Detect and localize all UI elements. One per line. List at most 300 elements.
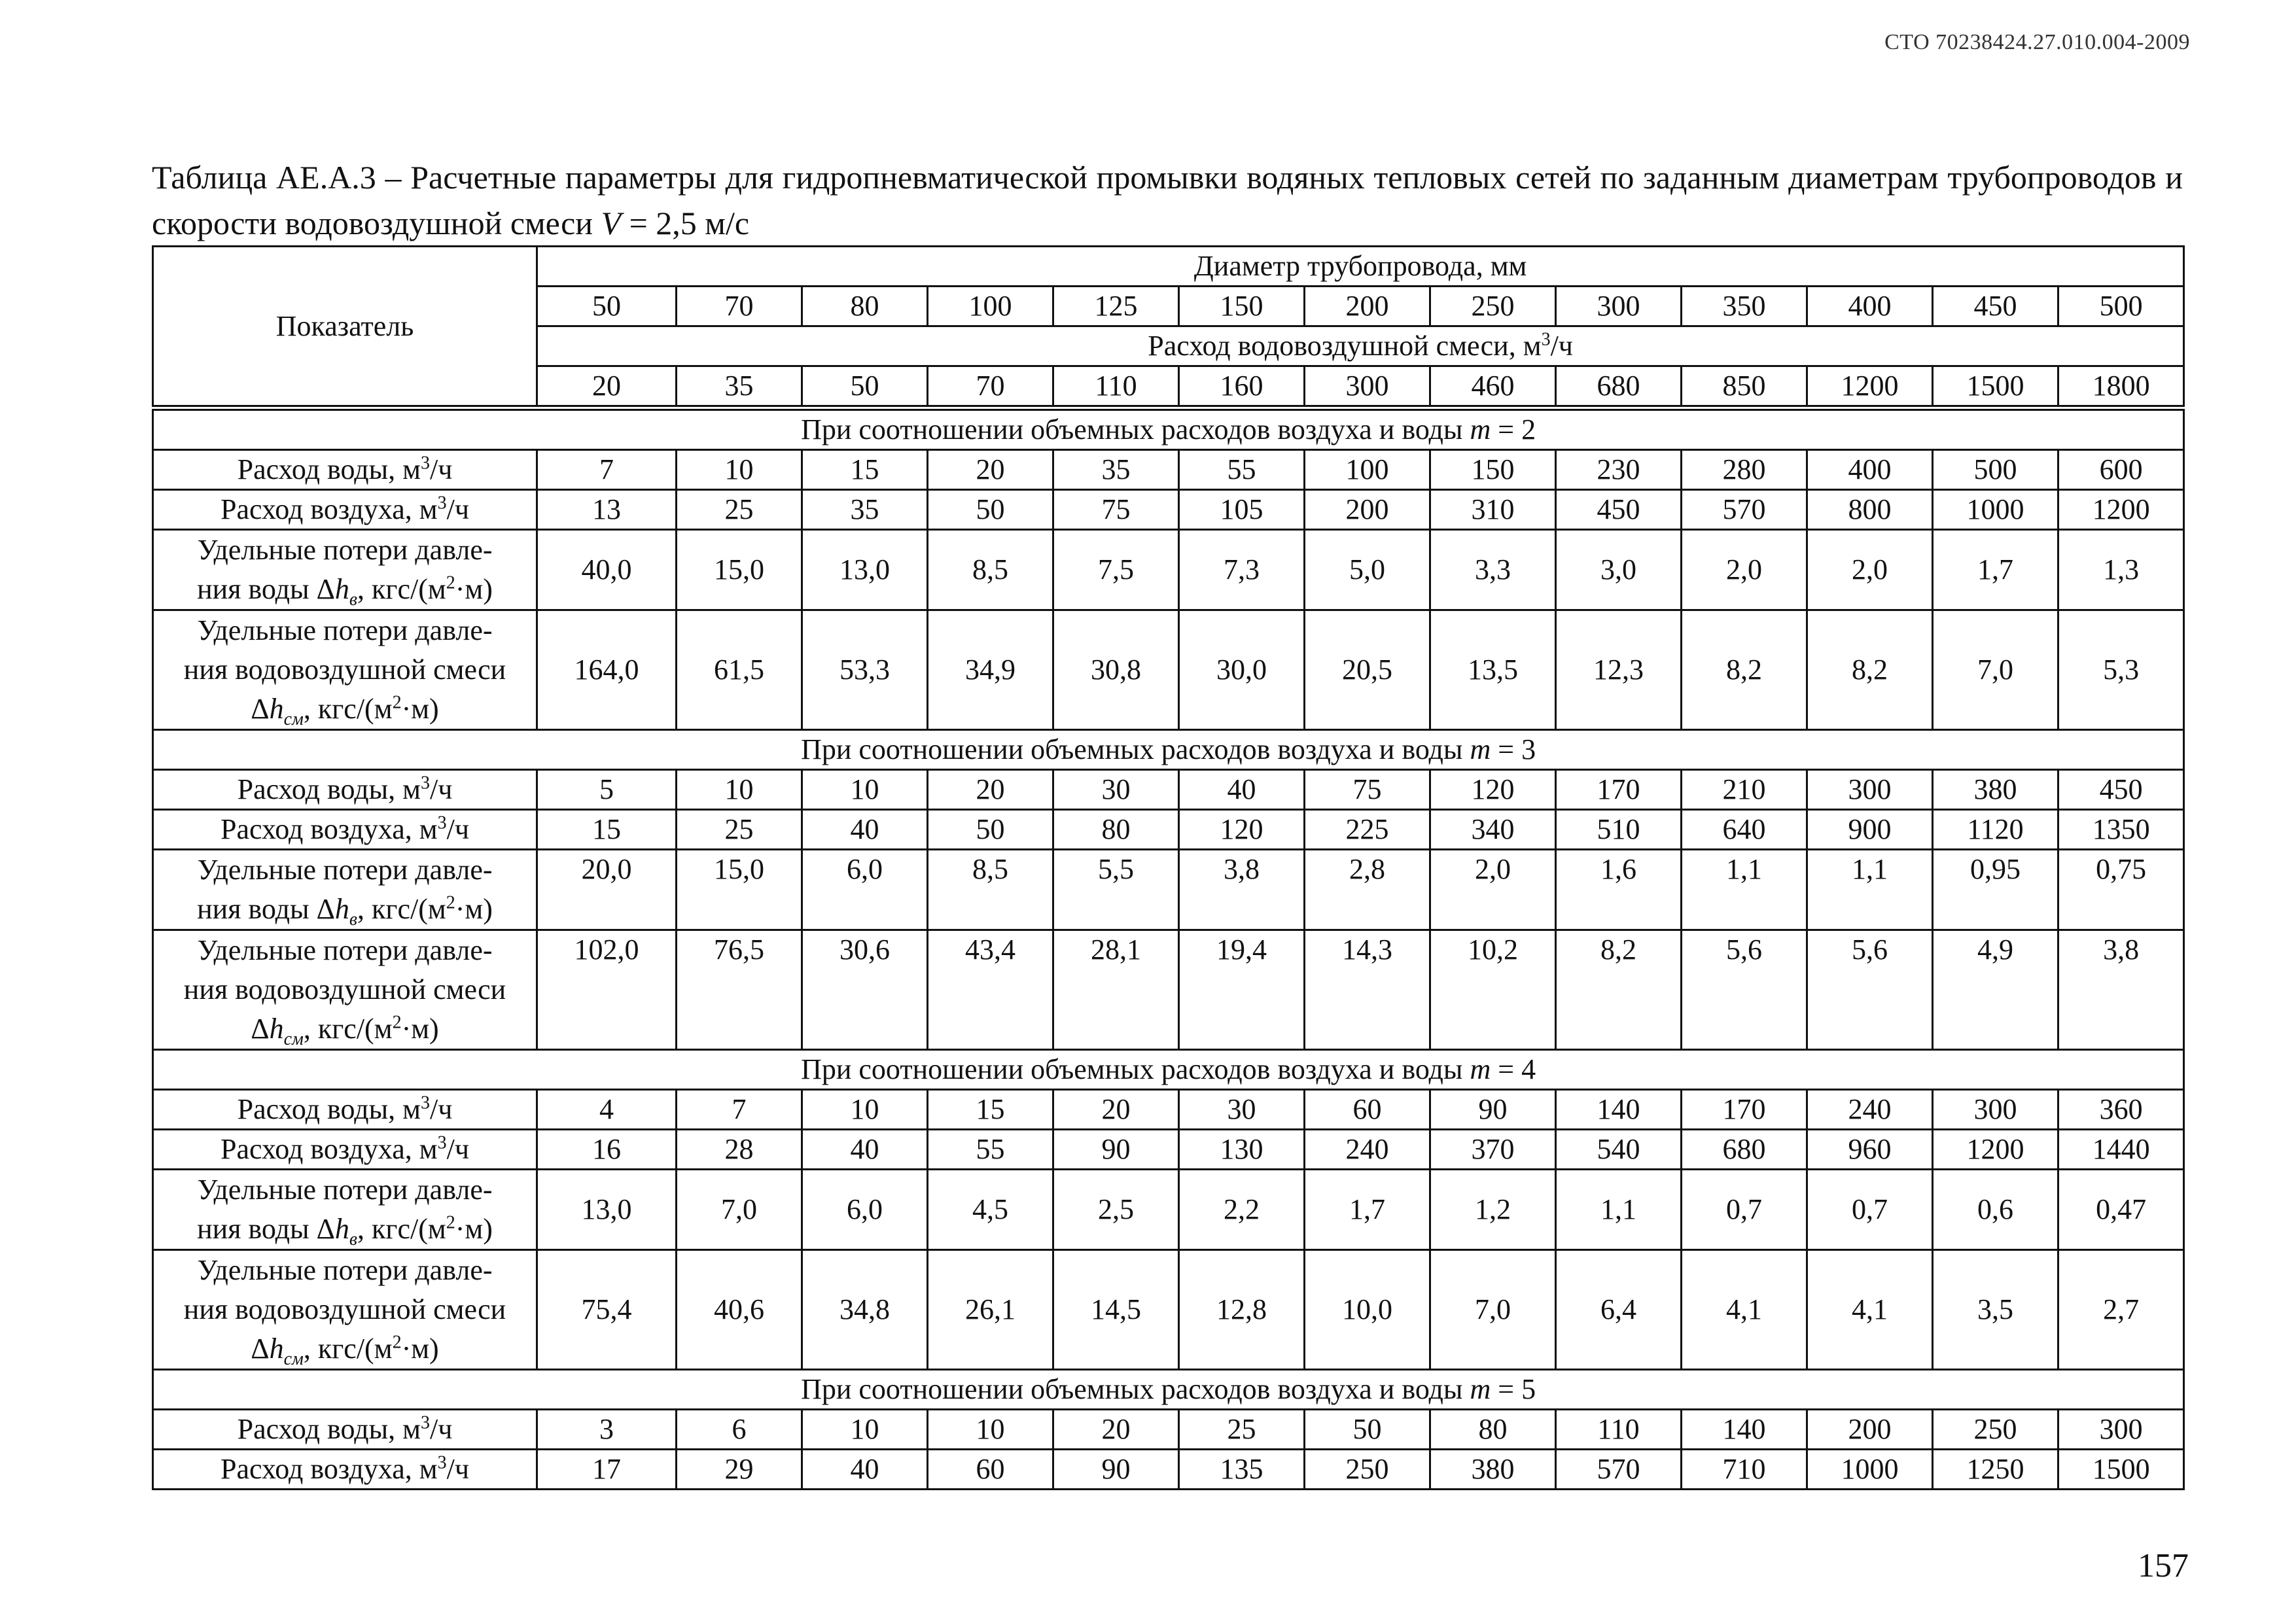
water-flow-cell: 140 — [1682, 1410, 1807, 1450]
water-flow-cell: 10 — [802, 1090, 928, 1130]
air-flow-cell: 50 — [928, 490, 1053, 530]
water-flow-cell: 600 — [2058, 450, 2184, 490]
section-header — [153, 1050, 2184, 1090]
water-pressure-loss-cell: 8,5 — [928, 850, 1053, 930]
water-pressure-loss-cell: 3,3 — [1430, 530, 1556, 610]
water-flow-cell: 15 — [928, 1090, 1053, 1130]
label-text: ния водовоздушной смеси — [183, 654, 506, 686]
water-pressure-loss-cell: 2,2 — [1179, 1170, 1305, 1250]
air-flow-cell: 135 — [1179, 1450, 1305, 1490]
mix-pressure-loss-cell: 53,3 — [802, 610, 928, 730]
diameter-header: Диаметр трубопровода, мм — [537, 247, 2184, 287]
air-flow-cell: 40 — [802, 810, 928, 850]
label-text: Удельные потери давле- — [197, 934, 493, 966]
water-flow-label — [153, 1090, 537, 1130]
label-unit: , кгс/(м — [303, 1333, 393, 1365]
air-flow-cell: 1000 — [1933, 490, 2058, 530]
caption-velocity-symbol: V — [601, 205, 622, 241]
water-flow-row — [153, 1410, 2184, 1450]
air-flow-cell: 40 — [802, 1130, 928, 1170]
mix-pressure-loss-cell: 164,0 — [537, 610, 677, 730]
label-text: Δ — [251, 1333, 270, 1365]
water-pressure-loss-label — [153, 530, 537, 610]
mix-pressure-loss-cell: 34,8 — [802, 1250, 928, 1370]
mix-pressure-loss-cell: 4,1 — [1682, 1250, 1807, 1370]
mix-pressure-loss-cell: 26,1 — [928, 1250, 1053, 1370]
label-unit: , кгс/(м — [357, 893, 446, 925]
mix-pressure-loss-cell: 10,2 — [1430, 930, 1556, 1050]
diameter-cell: 125 — [1053, 287, 1179, 326]
mix-pressure-loss-cell: 7,0 — [1430, 1250, 1556, 1370]
water-flow-cell: 170 — [1556, 770, 1682, 810]
section-header-text: При соотношении объемных расходов воздуха и воды — [801, 733, 1470, 765]
water-flow-row — [153, 450, 2184, 490]
mix-flow-cell: 20 — [537, 366, 677, 408]
water-flow-cell: 300 — [1807, 770, 1933, 810]
mix-flow-cell: 160 — [1179, 366, 1305, 408]
header-row-diameter-title — [153, 247, 2184, 287]
section-header-row — [153, 408, 2184, 450]
water-pressure-loss-cell: 1,1 — [1807, 850, 1933, 930]
unit-sup: 2 — [446, 572, 455, 593]
air-flow-cell: 450 — [1556, 490, 1682, 530]
label-unit: /ч — [430, 453, 453, 485]
document-code: СТО 70238424.27.010.004-2009 — [1884, 30, 2190, 54]
unit-sup: 2 — [392, 692, 402, 713]
mix-pressure-loss-cell: 2,7 — [2058, 1250, 2184, 1370]
unit-sup: 2 — [392, 1012, 402, 1033]
mix-pressure-loss-cell: 19,4 — [1179, 930, 1305, 1050]
water-flow-cell: 4 — [537, 1090, 677, 1130]
label-unit: /ч — [446, 1133, 469, 1165]
label-text: Удельные потери давле- — [197, 1254, 493, 1286]
air-flow-cell: 29 — [677, 1450, 802, 1490]
diameter-cell: 450 — [1933, 287, 2058, 326]
water-pressure-loss-cell: 1,7 — [1305, 1170, 1430, 1250]
mix-pressure-loss-cell: 75,4 — [537, 1250, 677, 1370]
water-pressure-loss-cell: 2,0 — [1430, 850, 1556, 930]
water-pressure-loss-row — [153, 530, 2184, 610]
diameter-cell: 80 — [802, 287, 928, 326]
mix-pressure-loss-cell: 3,8 — [2058, 930, 2184, 1050]
water-flow-label — [153, 450, 537, 490]
water-flow-cell: 140 — [1556, 1090, 1682, 1130]
mix-pressure-loss-cell: 5,6 — [1807, 930, 1933, 1050]
section-ratio-value: = 3 — [1491, 733, 1536, 765]
air-flow-cell: 1250 — [1933, 1450, 2058, 1490]
water-pressure-loss-cell: 0,75 — [2058, 850, 2184, 930]
water-flow-cell: 110 — [1556, 1410, 1682, 1450]
air-flow-cell: 75 — [1053, 490, 1179, 530]
mix-pressure-loss-cell: 20,5 — [1305, 610, 1430, 730]
label-unit: ·м) — [401, 1013, 439, 1045]
air-flow-cell: 130 — [1179, 1130, 1305, 1170]
mix-pressure-loss-cell: 5,6 — [1682, 930, 1807, 1050]
air-flow-cell: 900 — [1807, 810, 1933, 850]
air-flow-cell: 15 — [537, 810, 677, 850]
label-unit: ·м) — [455, 893, 493, 925]
air-flow-cell: 370 — [1430, 1130, 1556, 1170]
water-flow-cell: 5 — [537, 770, 677, 810]
diameter-cell: 300 — [1556, 287, 1682, 326]
water-pressure-loss-cell: 1,2 — [1430, 1170, 1556, 1250]
water-flow-cell: 30 — [1179, 1090, 1305, 1130]
water-flow-cell: 240 — [1807, 1090, 1933, 1130]
water-flow-cell: 20 — [1053, 1410, 1179, 1450]
indicator-header: Показатель — [153, 247, 537, 408]
air-flow-cell: 105 — [1179, 490, 1305, 530]
label-unit: /ч — [430, 773, 453, 805]
air-flow-cell: 200 — [1305, 490, 1430, 530]
air-flow-cell: 680 — [1682, 1130, 1807, 1170]
mix-pressure-loss-cell: 7,0 — [1933, 610, 2058, 730]
mix-flow-header — [537, 326, 2184, 366]
water-pressure-loss-cell: 2,8 — [1305, 850, 1430, 930]
section-ratio-value: = 4 — [1491, 1053, 1536, 1085]
water-flow-label — [153, 1410, 537, 1450]
mix-pressure-loss-cell: 76,5 — [677, 930, 802, 1050]
water-pressure-loss-cell: 0,7 — [1807, 1170, 1933, 1250]
air-flow-label — [153, 1450, 537, 1490]
mix-pressure-loss-cell: 8,2 — [1556, 930, 1682, 1050]
air-flow-cell: 250 — [1305, 1450, 1430, 1490]
air-flow-cell: 120 — [1179, 810, 1305, 850]
label-text: Расход воды, м — [237, 773, 421, 805]
label-text: Δ — [251, 1013, 270, 1045]
unit-sup: 3 — [437, 1452, 447, 1473]
air-flow-cell: 60 — [928, 1450, 1053, 1490]
water-flow-cell: 20 — [1053, 1090, 1179, 1130]
water-pressure-loss-cell: 1,1 — [1556, 1170, 1682, 1250]
label-sub: в — [349, 589, 358, 610]
diameter-cell: 250 — [1430, 287, 1556, 326]
label-text: Удельные потери давле- — [197, 1174, 493, 1206]
water-flow-cell: 10 — [677, 450, 802, 490]
water-flow-cell: 450 — [2058, 770, 2184, 810]
section-ratio-symbol: m — [1470, 1373, 1491, 1405]
mix-pressure-loss-cell: 4,1 — [1807, 1250, 1933, 1370]
water-flow-cell: 40 — [1179, 770, 1305, 810]
label-var: h — [334, 893, 349, 925]
mix-pressure-loss-cell: 30,6 — [802, 930, 928, 1050]
mix-flow-cell: 850 — [1682, 366, 1807, 408]
water-flow-cell: 50 — [1305, 1410, 1430, 1450]
mix-flow-cell: 35 — [677, 366, 802, 408]
air-flow-cell: 1200 — [1933, 1130, 2058, 1170]
water-flow-cell: 55 — [1179, 450, 1305, 490]
section-ratio-symbol: m — [1470, 413, 1491, 445]
air-flow-row — [153, 490, 2184, 530]
label-sub: в — [349, 1229, 358, 1249]
water-pressure-loss-cell: 1,1 — [1682, 850, 1807, 930]
diameter-cell: 50 — [537, 287, 677, 326]
label-unit: ·м) — [401, 693, 439, 725]
section-header — [153, 730, 2184, 770]
water-pressure-loss-cell: 6,0 — [802, 850, 928, 930]
section-header-text: При соотношении объемных расходов воздуха и воды — [801, 1373, 1470, 1405]
water-pressure-loss-cell: 0,7 — [1682, 1170, 1807, 1250]
water-flow-cell: 30 — [1053, 770, 1179, 810]
water-pressure-loss-label — [153, 850, 537, 930]
water-flow-cell: 10 — [677, 770, 802, 810]
diameter-cell: 200 — [1305, 287, 1430, 326]
unit-sup: 3 — [437, 1132, 447, 1153]
section-header — [153, 1370, 2184, 1410]
water-pressure-loss-cell: 2,5 — [1053, 1170, 1179, 1250]
air-flow-cell: 16 — [537, 1130, 677, 1170]
water-pressure-loss-label — [153, 1170, 537, 1250]
air-flow-cell: 510 — [1556, 810, 1682, 850]
table-caption — [152, 154, 2183, 246]
water-flow-cell: 250 — [1933, 1410, 2058, 1450]
air-flow-cell: 1350 — [2058, 810, 2184, 850]
water-pressure-loss-cell: 1,6 — [1556, 850, 1682, 930]
label-text: ния воды Δ — [197, 1213, 335, 1245]
air-flow-cell: 310 — [1430, 490, 1556, 530]
label-text: Расход воды, м — [237, 1413, 421, 1445]
section-ratio-symbol: m — [1470, 1053, 1491, 1085]
label-unit: , кгс/(м — [303, 693, 393, 725]
water-flow-cell: 120 — [1430, 770, 1556, 810]
label-unit: ·м) — [455, 573, 493, 605]
air-flow-cell: 710 — [1682, 1450, 1807, 1490]
label-unit: /ч — [446, 493, 469, 525]
diameter-cell: 70 — [677, 287, 802, 326]
air-flow-label — [153, 810, 537, 850]
mix-pressure-loss-cell: 34,9 — [928, 610, 1053, 730]
section-ratio-symbol: m — [1470, 733, 1491, 765]
label-unit: , кгс/(м — [357, 573, 446, 605]
water-pressure-loss-cell: 15,0 — [677, 530, 802, 610]
water-flow-cell: 280 — [1682, 450, 1807, 490]
mix-pressure-loss-cell: 61,5 — [677, 610, 802, 730]
mix-pressure-loss-cell: 40,6 — [677, 1250, 802, 1370]
air-flow-cell: 35 — [802, 490, 928, 530]
label-text: ния водовоздушной смеси — [183, 973, 506, 1005]
air-flow-cell: 50 — [928, 810, 1053, 850]
air-flow-cell: 80 — [1053, 810, 1179, 850]
unit-sup: 2 — [446, 892, 455, 913]
mix-pressure-loss-cell: 8,2 — [1807, 610, 1933, 730]
water-pressure-loss-cell: 0,6 — [1933, 1170, 2058, 1250]
air-flow-cell: 25 — [677, 490, 802, 530]
mix-pressure-loss-cell: 5,3 — [2058, 610, 2184, 730]
water-flow-cell: 150 — [1430, 450, 1556, 490]
water-flow-cell: 20 — [928, 770, 1053, 810]
water-flow-cell: 300 — [2058, 1410, 2184, 1450]
water-flow-cell: 200 — [1807, 1410, 1933, 1450]
mix-pressure-loss-cell: 3,5 — [1933, 1250, 2058, 1370]
water-pressure-loss-cell: 5,0 — [1305, 530, 1430, 610]
water-flow-cell: 6 — [677, 1410, 802, 1450]
unit-sup: 3 — [437, 493, 447, 514]
diameter-cell: 400 — [1807, 287, 1933, 326]
water-flow-cell: 100 — [1305, 450, 1430, 490]
water-pressure-loss-cell: 4,5 — [928, 1170, 1053, 1250]
mix-flow-cell: 1800 — [2058, 366, 2184, 408]
air-flow-cell: 340 — [1430, 810, 1556, 850]
label-unit: /ч — [430, 1413, 453, 1445]
section-header-row — [153, 730, 2184, 770]
label-text: Удельные потери давле- — [197, 614, 493, 646]
air-flow-cell: 1200 — [2058, 490, 2184, 530]
air-flow-cell: 1000 — [1807, 1450, 1933, 1490]
label-unit: ·м) — [455, 1213, 493, 1245]
mix-flow-header-sup: 3 — [1541, 329, 1551, 350]
diameter-cell: 100 — [928, 287, 1053, 326]
water-pressure-loss-cell: 7,3 — [1179, 530, 1305, 610]
table-body — [153, 247, 2184, 1490]
water-flow-cell: 300 — [1933, 1090, 2058, 1130]
label-var: h — [269, 1333, 284, 1365]
mix-flow-cell: 460 — [1430, 366, 1556, 408]
air-flow-cell: 640 — [1682, 810, 1807, 850]
label-unit: /ч — [430, 1093, 453, 1125]
air-flow-cell: 1500 — [2058, 1450, 2184, 1490]
parameters-table — [152, 245, 2185, 1490]
water-pressure-loss-cell: 3,0 — [1556, 530, 1682, 610]
air-flow-cell: 55 — [928, 1130, 1053, 1170]
label-text: Расход воздуха, м — [221, 1453, 438, 1485]
mix-pressure-loss-cell: 6,4 — [1556, 1250, 1682, 1370]
water-flow-cell: 15 — [802, 450, 928, 490]
water-pressure-loss-cell: 15,0 — [677, 850, 802, 930]
label-unit: /ч — [446, 1453, 469, 1485]
mix-pressure-loss-cell: 102,0 — [537, 930, 677, 1050]
mix-pressure-loss-row — [153, 610, 2184, 730]
mix-pressure-loss-cell: 8,2 — [1682, 610, 1807, 730]
water-flow-cell: 170 — [1682, 1090, 1807, 1130]
mix-pressure-loss-row — [153, 930, 2184, 1050]
mix-pressure-loss-cell: 12,8 — [1179, 1250, 1305, 1370]
air-flow-row — [153, 1450, 2184, 1490]
label-text: Расход воздуха, м — [221, 493, 438, 525]
mix-pressure-loss-cell: 30,0 — [1179, 610, 1305, 730]
unit-sup: 3 — [421, 453, 431, 474]
label-sub: см — [283, 1028, 304, 1049]
unit-sup: 3 — [437, 812, 447, 833]
water-flow-cell: 400 — [1807, 450, 1933, 490]
water-pressure-loss-cell: 3,8 — [1179, 850, 1305, 930]
diameter-cell: 350 — [1682, 287, 1807, 326]
water-flow-row — [153, 1090, 2184, 1130]
air-flow-cell: 570 — [1556, 1450, 1682, 1490]
mix-pressure-loss-cell: 43,4 — [928, 930, 1053, 1050]
label-unit: , кгс/(м — [303, 1013, 393, 1045]
water-flow-cell: 3 — [537, 1410, 677, 1450]
label-text: ния воды Δ — [197, 573, 335, 605]
water-flow-cell: 10 — [802, 1410, 928, 1450]
unit-sup: 3 — [421, 1412, 431, 1433]
unit-sup: 2 — [392, 1332, 402, 1353]
caption-text: Таблица АЕ.А.3 – Расчетные параметры для гидропневматической промывки водяных тепловых сетей по заданным диаметрам трубопроводов и скорости водовоздушной смеси — [152, 159, 2183, 241]
air-flow-cell: 960 — [1807, 1130, 1933, 1170]
water-flow-cell: 210 — [1682, 770, 1807, 810]
section-header-text: При соотношении объемных расходов воздуха и воды — [801, 1053, 1470, 1085]
diameter-cell: 500 — [2058, 287, 2184, 326]
water-flow-cell: 7 — [677, 1090, 802, 1130]
water-pressure-loss-cell: 20,0 — [537, 850, 677, 930]
water-pressure-loss-row — [153, 850, 2184, 930]
water-pressure-loss-cell: 2,0 — [1682, 530, 1807, 610]
water-pressure-loss-cell: 7,5 — [1053, 530, 1179, 610]
label-var: h — [269, 693, 284, 725]
label-text: Удельные потери давле- — [197, 854, 493, 886]
label-sub: в — [349, 909, 358, 930]
mix-flow-header-unit: /ч — [1550, 330, 1573, 362]
mix-flow-cell: 680 — [1556, 366, 1682, 408]
water-pressure-loss-cell: 8,5 — [928, 530, 1053, 610]
water-pressure-loss-cell: 40,0 — [537, 530, 677, 610]
label-text: Δ — [251, 693, 270, 725]
water-flow-cell: 10 — [802, 770, 928, 810]
section-header-row — [153, 1370, 2184, 1410]
air-flow-label — [153, 1130, 537, 1170]
mix-pressure-loss-label — [153, 1250, 537, 1370]
unit-sup: 3 — [421, 1092, 431, 1113]
air-flow-cell: 13 — [537, 490, 677, 530]
mix-pressure-loss-cell: 10,0 — [1305, 1250, 1430, 1370]
water-flow-cell: 80 — [1430, 1410, 1556, 1450]
air-flow-cell: 225 — [1305, 810, 1430, 850]
label-text: Расход воды, м — [237, 453, 421, 485]
air-flow-cell: 90 — [1053, 1450, 1179, 1490]
mix-pressure-loss-cell: 14,3 — [1305, 930, 1430, 1050]
mix-flow-cell: 1200 — [1807, 366, 1933, 408]
label-text: Удельные потери давле- — [197, 534, 493, 566]
water-flow-cell: 360 — [2058, 1090, 2184, 1130]
mix-pressure-loss-row — [153, 1250, 2184, 1370]
label-text: Расход воздуха, м — [221, 1133, 438, 1165]
label-var: h — [334, 573, 349, 605]
label-text: ния воды Δ — [197, 893, 335, 925]
label-text: ния водовоздушной смеси — [183, 1293, 506, 1325]
water-pressure-loss-cell: 0,95 — [1933, 850, 2058, 930]
mix-flow-cell: 300 — [1305, 366, 1430, 408]
water-flow-label — [153, 770, 537, 810]
mix-pressure-loss-label — [153, 930, 537, 1050]
unit-sup: 3 — [421, 773, 431, 794]
mix-flow-cell: 50 — [802, 366, 928, 408]
air-flow-cell: 1440 — [2058, 1130, 2184, 1170]
water-flow-cell: 25 — [1179, 1410, 1305, 1450]
water-pressure-loss-cell: 13,0 — [802, 530, 928, 610]
section-ratio-value: = 2 — [1491, 413, 1536, 445]
water-flow-cell: 90 — [1430, 1090, 1556, 1130]
air-flow-cell: 570 — [1682, 490, 1807, 530]
water-pressure-loss-cell: 0,47 — [2058, 1170, 2184, 1250]
air-flow-cell: 25 — [677, 810, 802, 850]
air-flow-row — [153, 1130, 2184, 1170]
air-flow-cell: 800 — [1807, 490, 1933, 530]
mix-pressure-loss-cell: 14,5 — [1053, 1250, 1179, 1370]
water-pressure-loss-cell: 1,3 — [2058, 530, 2184, 610]
water-flow-cell: 75 — [1305, 770, 1430, 810]
water-pressure-loss-cell: 13,0 — [537, 1170, 677, 1250]
label-unit: ·м) — [401, 1333, 439, 1365]
water-flow-cell: 380 — [1933, 770, 2058, 810]
mix-flow-cell: 110 — [1053, 366, 1179, 408]
section-ratio-value: = 5 — [1491, 1373, 1536, 1405]
air-flow-cell: 380 — [1430, 1450, 1556, 1490]
section-header-row — [153, 1050, 2184, 1090]
mix-pressure-loss-cell: 28,1 — [1053, 930, 1179, 1050]
water-flow-cell: 230 — [1556, 450, 1682, 490]
mix-pressure-loss-label — [153, 610, 537, 730]
air-flow-cell: 540 — [1556, 1130, 1682, 1170]
section-header — [153, 408, 2184, 450]
label-text: Расход воздуха, м — [221, 813, 438, 845]
